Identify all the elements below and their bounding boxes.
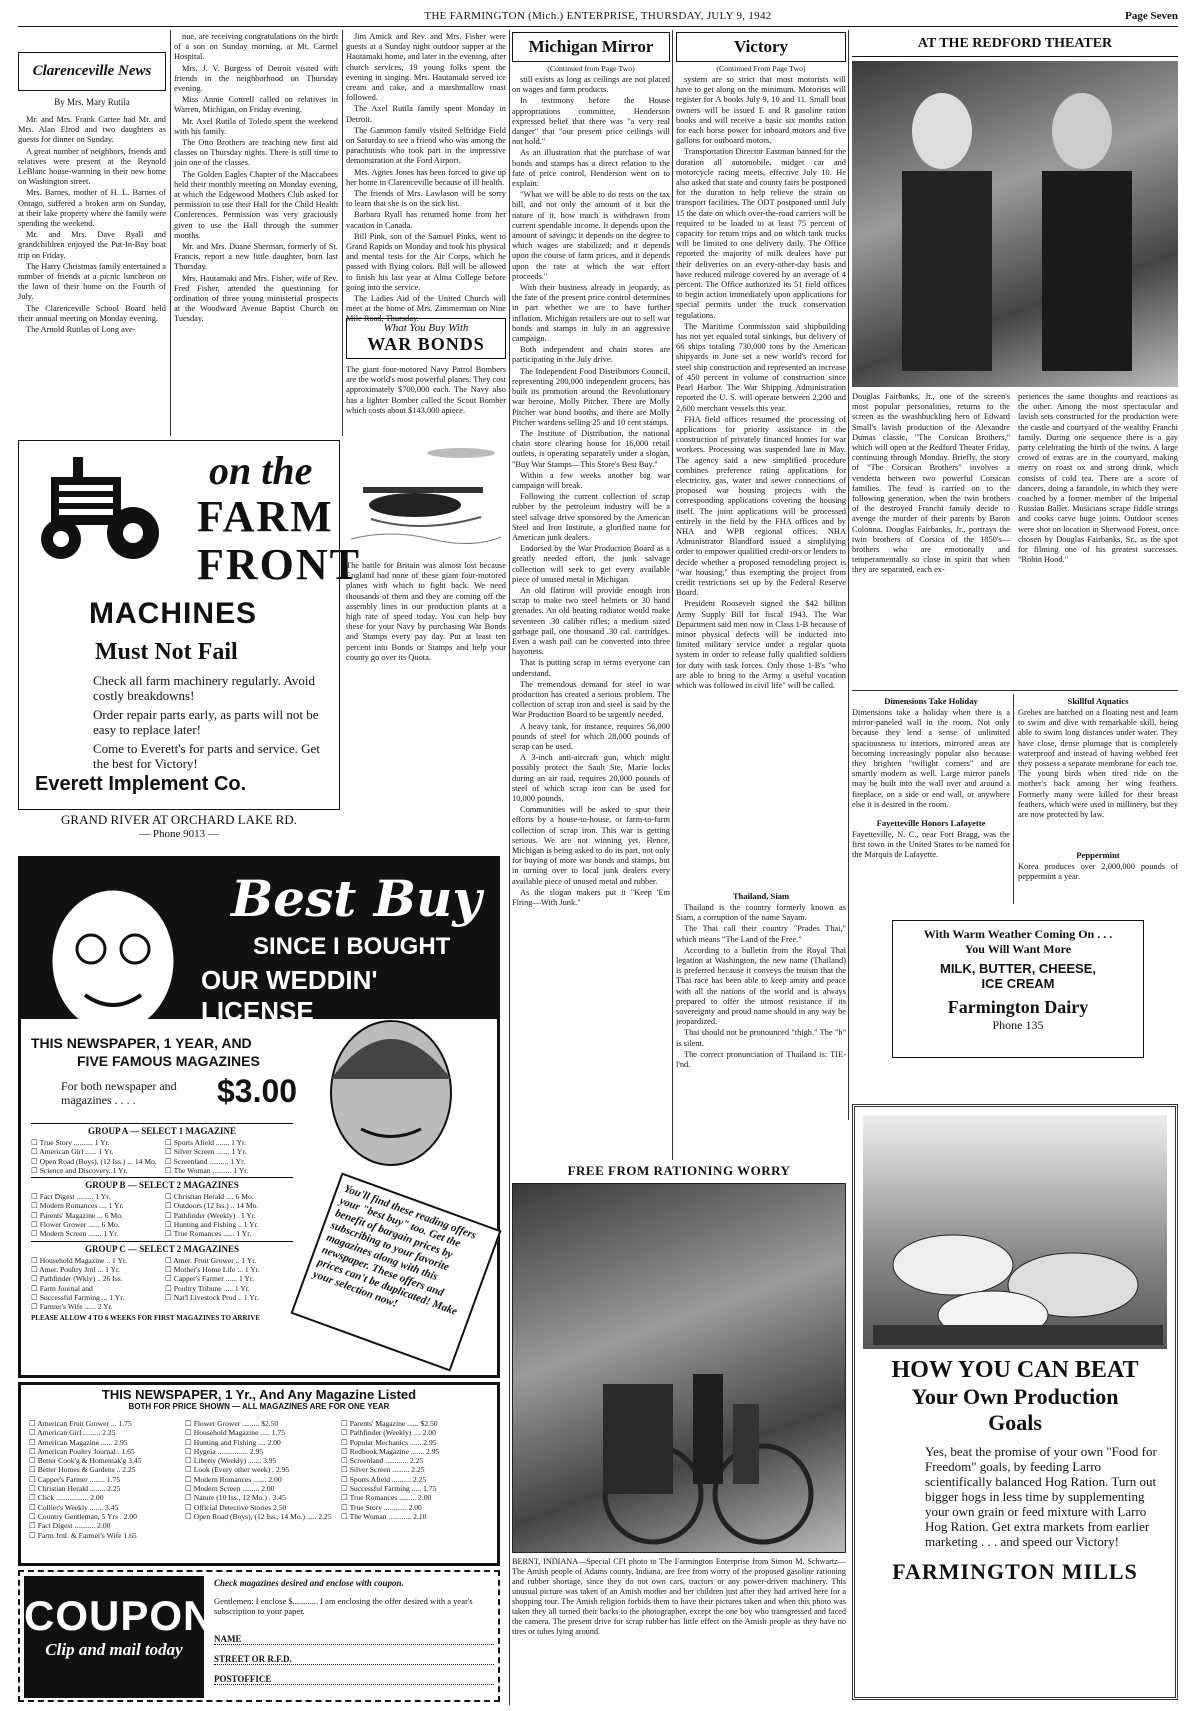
- news-paragraph: Jim Amick and Rev. and Mrs. Fisher were guests at a Sunday night outdoor supper at the Hautamaki home, and later in the evening, after church services, 19 young folks spent the evening in singing. Mrs. Hautamaki served ice cream and cake, and a marshmallow roast followed.: [346, 32, 506, 103]
- mirror-paragraph: As an illustration that the purchase of war bonds and stamps has a direct relation to the fate of price control, Henderson went on to explain:: [512, 148, 670, 189]
- magazine-checkbox[interactable]: ☐ Modern Romances .... 1 Yr.: [31, 1201, 124, 1211]
- victory-paragraph: Transportation Director Eastman banned for the duration all automobile, midget car and motorcycle racing meets, effective July 10. He also asked that state and county fairs be postponed for the duration to help relieve the strain on transport facilities. The ODT postponed until July 15 the date on which over-the-road carriers will be required to be loaded to at least 75 percent of capacity for return trips and on which tank trucks will be limited to one delivery daily. The Office reported the majority of milk dealers have put their deliveries on an every-other-day basis and have reduced mileage covered by an average of 4 percent. The Office authorized its 51 field offices to begin action immediately upon applications for special permits under the truck conservation regulations.: [676, 147, 846, 320]
- war-bonds-text2: The battle for Britain was almost lost because England had none of these giant four-motored planes with which to fight back. We need thousands of them and they are coming off the assembly lines in our production plants at a high rate of speed today. You can help buy these for your Navy by purchasing War Bonds and Stamps every pay day. Put at least ten percent into Bonds or Stamps and help your county go over its Quota.: [346, 561, 506, 662]
- mirror-paragraph: An old flatiron will provide enough iron scrap to make two steel helmets or 30 hand grenades. An old heating radiator would make seventeen .30 caliber rifles; a medium sized garbage pail, one thousand .30 cal. cartridges. Even a wash pail can be converted into three bayonets.: [512, 585, 670, 657]
- news-paragraph: Mr. and Mrs. Frank Cartee had Mr. and Mrs. Alan Elrod and two daughters as guests for dinner on Sunday.: [18, 115, 166, 145]
- magazine-checkbox[interactable]: ☐ Poultry Tribune ..... 1 Yr.: [165, 1283, 250, 1293]
- mirror-paragraph: A heavy tank, for instance, requires 56,000 pounds of steel for which 28,000 pounds of scrap can be used.: [512, 721, 670, 751]
- thailand-paragraph: Thailand is the country formerly known as Siam, a corruption of the name Sayam.: [676, 903, 846, 923]
- briefs-rule-v: [1013, 694, 1014, 904]
- listing-checkbox[interactable]: ☐ Popular Mechanics ...... 2.95: [341, 1437, 437, 1447]
- news-paragraph: Mrs. Barnes, mother of H. L. Barnes of Ontago, suffered a broken arm on Sunday, at their lake property where the family were spending the weekend.: [18, 188, 166, 229]
- farm-ad-must: Must Not Fail: [95, 639, 238, 665]
- mirror-paragraph: A 3-inch anti-aircraft gun, which might possibly protect the Sault Ste. Marie locks during an air raid, requires 20,000 pounds of steel of which scrap iron can be used for 10,000 pounds.: [512, 753, 670, 804]
- news-paragraph: The friends of Mrs. Lawlason will be sorry to learn that she is on the sick list.: [346, 189, 506, 209]
- magazine-checkbox[interactable]: ☐ Sports Afield ....... 1 Yr.: [165, 1138, 246, 1147]
- farm-ad-phone: — Phone 9013 —: [139, 828, 219, 840]
- listing-checkbox[interactable]: ☐ American Fruit Grower ... 1.75: [29, 1419, 132, 1428]
- dimensions-body: Dimensions take a holiday when there is a mirror-paneled wall in the room. Not only because they lend a sense of unlimited spaciousness to interiors, mirrored areas are becoming increasingly popular also because they brighten "twilight corners" and are smartly modern as well. Large mirror panels may be built into the wall over and around a fireplace, on a side or end wall, or anywhere else it is desired in the room.: [852, 708, 1010, 809]
- farmington-mills-ad: [852, 1104, 1178, 1700]
- mirror-paragraph: The Independent Food Distributors Council, representing 200,000 independent grocers, has built its promotion around the Revolutionary war heroine, Molly Pitcher. There are Molly Pitcher war bond booths, and there are Molly Pitcher wardens selling 25 and 10 cent stamps.: [512, 366, 670, 427]
- war-bonds-head1: What You Buy With: [383, 322, 469, 334]
- news-paragraph: The Axel Rutila family spent Monday in Detroit.: [346, 104, 506, 124]
- magazine-checkbox[interactable]: ☐ Household Magazine .. 1 Yr.: [31, 1255, 127, 1265]
- listing-checkbox[interactable]: ☐ The Woman ............ 2.10: [341, 1511, 427, 1521]
- aquatics-body: Grebes are hatched on a floating nest and learn to swim and dive with remarkable skill, being able to swim long distances under water. They have close, dense plumage that is completely waterproof and instead of having webbed feet they possess a separate membrane for each toe. The young birds when tired ride on the mother's back among her wing feathers. Formerly many were killed for their breast feathers, which were used in millinery, but they are now protected by law.: [1018, 708, 1178, 820]
- war-bonds-header: [346, 318, 506, 359]
- mirror-paragraph: With their business already in jeopardy, as the fate of the present price control determines in part whether we are to have further inflation, Michigan retailers are out to sell war bonds and stamps in July in an aggressive campaign.: [512, 283, 670, 344]
- listing-checkbox[interactable]: ☐ Open Road (Boys), (12 Iss., 14 Mo.) ..... 2.25: [185, 1511, 332, 1521]
- mirror-paragraph: That is putting scrap in terms everyone can understand.: [512, 658, 670, 678]
- hogs-feeding-illustration: [863, 1115, 1167, 1349]
- allow-weeks: PLEASE ALLOW 4 TO 6 WEEKS FOR FIRST MAGAZINES TO ARRIVE: [31, 1314, 260, 1323]
- redford-col2: periences the same thoughts and reactions as the other. Among the most spectacular and lavish sets constructed for the production were the castle and courtyard of the wealthy Franchi family. During one sequence there is a gay party celebrating the birth of the twins. A large crowd of extras are in the courtyard, making merry on roast ox and strong drink, which consists of cold tea. There are a score of dancers, doing a farandole, in which they were coached by a former member of the Imperial Russian Ballet. Musicians scrape fiddle strings and cooks carve huge joints. Outdoor scenes were shot on location in Sherwood Forest, once chosen by Douglas Fairbanks, Sr., as the spot for filming one of his greatest successes. "Robin Hood.": [1018, 392, 1178, 565]
- group-c-head: GROUP C — SELECT 2 MAGAZINES: [31, 1241, 293, 1254]
- michigan-mirror: [512, 32, 670, 1170]
- patrol-bomber-illustration: [351, 439, 501, 557]
- war-bonds: [346, 318, 506, 761]
- listing-checkbox[interactable]: ☐ Successful Farming ..... 1.75: [341, 1484, 437, 1494]
- column-rule: [509, 30, 510, 1705]
- mirror-paragraph: still exists as long as ceilings are not placed on wages and farm products.: [512, 75, 670, 95]
- aquatics-head: Skillful Aquatics: [1067, 696, 1129, 706]
- magazine-checkbox[interactable]: ☐ Mother's Home Life ... 1 Yr.: [165, 1264, 260, 1274]
- listing-checkbox[interactable]: ☐ Better Cook'g & Homemak'g 3.45: [29, 1456, 142, 1466]
- magazine-checkbox[interactable]: ☐ Parents' Magazine ... 6 Mo.: [31, 1210, 123, 1220]
- rationing-caption: BERNT, INDIANA—Special CFI photo to The Farmington Enterprise from Simon M. Schwartz—The Amish people of Adams county, Indiana, are free from worry of the proposed gasoline rationing and rubber shortage, since they do not own cars, tractors or any power-driven machinery. This unusual picture was taken of an Amish mother and her children just after they had arrived here for a shopping tour. The Amish religion forbids them to have their pictures taken and when this photo was taken they all turned their backs to the photographer, except the one boy who transgressed and faced the camera. The present drive for scrap rubber has little effect on the Amish people as they have no tires or tubes lying around.: [512, 1557, 846, 1636]
- thailand-paragraph: According to a bulletin from the Royal Thai legation at Washington, the new name (Thailand) is preferred because it conveys the truism that the Thai race has been able to keep amity and peace with all the nations of the world and is always prepared to offer the utmost resistance if its sovereignty and proud name should in any way be jeopardized.: [676, 945, 846, 1027]
- listing-col2: [185, 1419, 337, 1521]
- news-paragraph: The Arnold Rutilas of Long ave-: [26, 325, 136, 335]
- news-paragraph: The Otto Brothers are teaching new first aid classes on Thursday nights. There is still time to join one of the classes.: [174, 138, 338, 168]
- coupon-street-label: STREET OR R.F.D.: [214, 1654, 292, 1664]
- mirror-paragraph: As the slogan makers put it "Keep 'Em Firing—With Junk.": [512, 887, 670, 908]
- farm-ad-company: Everett Implement Co.: [35, 773, 247, 795]
- column-rule: [342, 30, 343, 436]
- amish-family-photo: [512, 1183, 846, 1553]
- clarenceville-news: [18, 32, 166, 393]
- war-bonds-text1: The giant four-motored Navy Patrol Bombers are the world's most powerful planes. They cost approximately $700,000 each. The Navy also has a lighter Bomber called the Scout Bomber which costs about $143,000 apiece.: [346, 365, 506, 415]
- listing-checkbox[interactable]: ☐ Redbook Magazine ....... 2.95: [341, 1446, 440, 1456]
- listing-checkbox[interactable]: ☐ Christian Herald ........ 2.25: [29, 1484, 121, 1494]
- news-paragraph: Barbara Ryall has returned home from her vacation in Canada.: [346, 210, 506, 230]
- briefs-rule: [852, 690, 1178, 691]
- victory-paragraph: FHA field offices resumed the processing of applications for priority assistance in the construction of privately financed homes for war workers. Processing was suspended late in May. The agency said a new simplified procedure combines preference rating applications for electricity, gas, water and sewer connections of proposed war housing projects with the corresponding applications covering the housing itself. The joint applications will be processed entirely in the field by the FHA offices and by NHA and WPB regional offices. NHA Administrator Blandford issued a simplifying order to empower qualified credit-ors or lenders to decide whether a proposed remodeling project is "war housing," thus exempting the project from credit restrictions set up by the Federal Reserve Board.: [676, 414, 846, 598]
- magazine-checkbox[interactable]: ☐ Christian Herald .... 6 Mo.: [165, 1192, 254, 1202]
- news-paragraph: Mr. Axel Rutila of Toledo spent the weekend with his family.: [174, 116, 338, 136]
- listing-checkbox[interactable]: ☐ Household Magazine ..... 1.75: [185, 1428, 286, 1438]
- mirror-paragraph: Both independent and chain stores are participating in the July drive.: [512, 345, 670, 365]
- news-paragraph: Mr. and Mrs. Dave Ryall and grandchildren enjoyed the Put-In-Bay boat trip on Friday.: [18, 230, 166, 260]
- coupon-gentlemen: Gentlemen: I enclose $............ I am enclosing the offer desired with a year's subscription to your paper.: [214, 1596, 473, 1616]
- peppermint-body: Korea produces over 2,000,000 pounds of peppermint a year.: [1018, 862, 1178, 882]
- magazine-checkbox[interactable]: ☐ Outdoors (12 Iss.) .. 14 Mo.: [165, 1201, 259, 1211]
- coupon-check: Check magazines desired and enclose with coupon.: [214, 1578, 404, 1588]
- victory-title: Victory: [676, 32, 846, 62]
- masthead-title: THE FARMINGTON (Mich.) ENTERPRISE, THURSDAY, JULY 9, 1942: [424, 10, 772, 22]
- briefs-left: [852, 694, 1010, 870]
- thailand-paragraph: The correct pronunciation of Thailand is: TIE-l'nd.: [676, 1049, 846, 1070]
- column-rule: [848, 30, 849, 1120]
- coupon-street-field[interactable]: [214, 1654, 494, 1665]
- farmington-dairy-ad: [892, 920, 1144, 1058]
- coupon-script: Clip and mail today: [45, 1640, 183, 1659]
- coupon-postoffice-label: POSTOFFICE: [214, 1674, 272, 1684]
- mirror-paragraph: "What we will be able to do rests on the tax bill, and not only the amount of it but the nature of it, how much is withdrawn from current spendable income. It depends upon the amount of savings; it depends on the degree to which wages are stabilized; and it depends upon the course of farm prices, and it depends upon the rate at which the war effort proceeds.": [512, 190, 670, 281]
- mills-head2: Your Own Production: [911, 1384, 1119, 1409]
- listing-checkbox[interactable]: ☐ Liberty (Weekly) ....... 3.95: [185, 1456, 277, 1466]
- clarenceville-col1: [18, 115, 166, 393]
- magazine-checkbox[interactable]: ☐ Silver Screen ....... 1 Yr.: [165, 1147, 247, 1157]
- coupon[interactable]: [18, 1570, 500, 1702]
- listing-col1: [29, 1419, 181, 1540]
- coupon-postoffice-field[interactable]: [214, 1674, 494, 1685]
- masthead: [18, 6, 1178, 27]
- group-b-head: GROUP B — SELECT 2 MAGAZINES: [31, 1177, 293, 1190]
- magazine-checkbox[interactable]: ☐ Nat'l Livestock Prod .. 1 Yr.: [165, 1292, 259, 1302]
- magazine-listing-ad: [18, 1382, 500, 1566]
- dairy-l3: MILK, BUTTER, CHEESE,: [939, 961, 1096, 976]
- mirror-paragraph: In testimony before the House appropriations committee, Henderson expressed belief that there was "a very real danger" that "our present price ceilings will not hold.": [512, 96, 670, 147]
- column-rule: [672, 30, 673, 1160]
- mirror-paragraph: The tremendous demand for steel in war production has created a serious problem. The collection of scrap iron and steel is said by the War Production Board to be urgently needed.: [512, 679, 670, 720]
- rationing-photo-story: [512, 1163, 846, 1669]
- listing-sub: BOTH FOR PRICE SHOWN — ALL MAGAZINES ARE FOR ONE YEAR: [128, 1402, 390, 1411]
- victory-paragraph: system are so strict that most motorists will have to get along on the minimum. Motorists will register for A books July 9, 10 and 11. Small boat owners will be issued E and R gasoline ration books and will receive a basic six months ration for each horse power for inboard motors and five gallons for outboard motors.: [676, 75, 846, 146]
- fayetteville-head: Fayetteville Honors Lafayette: [876, 818, 986, 828]
- magazine-checkbox[interactable]: ☐ Open Road (Boys), (12 Iss.) ... 14 Mo.: [31, 1156, 157, 1166]
- farm-ad-body1: Check all farm machinery regularly. Avoid costly breakdowns!: [93, 673, 316, 703]
- news-paragraph: nue, are receiving congratulations on the birth of a son on Sunday morning, at Mt. Carmel Hospital.: [174, 32, 338, 62]
- news-paragraph: A great number of neighbors, friends and relatives were present at the Reynold LeBlanc house-warming in their new home on Washington street.: [18, 146, 166, 187]
- redford-title: AT THE REDFORD THEATER: [852, 32, 1178, 57]
- farm-front-ad: [18, 440, 361, 810]
- farm-ad-body2: Order repair parts early, as parts will not be easy to replace later!: [93, 707, 319, 737]
- envelope-offer: You'll find these reading offers your "best buy" too. Get the benefit of bargain prices by subscribing to your favorite magazines along with this newspaper. These offers and prices can't be duplicated! Make your selection now!: [290, 1172, 501, 1371]
- farm-ad-line2: FARM: [197, 492, 334, 541]
- woman-illustration: [291, 1009, 491, 1179]
- magazine-checkbox[interactable]: ☐ True Romances ...... 1 Yr.: [165, 1229, 252, 1239]
- group-a-list: [31, 1138, 293, 1175]
- mills-name: FARMINGTON MILLS: [892, 1559, 1138, 1584]
- page-number: Page Seven: [1125, 10, 1178, 22]
- rationing-head: FREE FROM RATIONING WORRY: [567, 1163, 791, 1178]
- magazine-checkbox[interactable]: ☐ Farm Journal and: [31, 1283, 93, 1293]
- victory-paragraph: President Roosevelt signed the $42 billion Army Supply Bill for fiscal 1943. The War Department said men now in Class 1-B because of minor physical defects will be inducted into limited military service under a regular quota system in order to release fully qualified soldiers for duty with task forces. Only those 1-B's "who are able to bring to the Army a useful vocation which was followed in civil life" will be called.: [676, 599, 846, 690]
- mills-body: Yes, beat the promise of your own "Food for Freedom" goals, by feeding Larro scientifically balanced Hog Ration. Turn out bigger hogs in less time by supplementing your own grain or feed mixture with Larro Hog Ration. Get extra markets from earlier marketing . . . and speed our Victory!: [925, 1444, 1157, 1549]
- news-paragraph: Mrs. J. V. Burgess of Detroit visited with friends in the neighborhood on Thursday evening.: [174, 63, 338, 94]
- listing-checkbox[interactable]: ☐ Fact Digest ........... 2.00: [29, 1521, 111, 1531]
- coupon-badge: [24, 1576, 215, 1698]
- farm-ad-machines: MACHINES: [89, 597, 258, 630]
- magazine-checkbox[interactable]: ☐ Pathfinder (Weekly) . 1 Yr.: [165, 1210, 256, 1220]
- magazine-checkbox[interactable]: ☐ Amer. Poultry Jrnl ... 1 Yr.: [31, 1264, 121, 1274]
- magazine-checkbox[interactable]: ☐ Successful Farming ... 1 Yr.: [31, 1292, 125, 1302]
- mirror-paragraph: Following the current collection of scrap rubber by the petroleum industry will be a steel salvage drive sponsored by the American Steel and Iron Institute, a glorified name for American junk dealers.: [512, 492, 670, 542]
- mirror-paragraph: The Institute of Distribution, the national chain store clearing house for 16,000 retail outlets, is operating separately under a slogan, "Buy War Stamps—This Store's Best Buy.": [512, 428, 670, 469]
- magazine-checkbox[interactable]: ☐ Capper's Farmer ...... 1 Yr.: [165, 1274, 254, 1284]
- mills-head3: Goals: [988, 1410, 1042, 1435]
- listing-col3: [341, 1419, 493, 1521]
- thailand-head: Thailand, Siam: [732, 891, 790, 901]
- magazine-checkbox[interactable]: ☐ Fact Digest ......... 1 Yr.: [31, 1192, 111, 1202]
- news-paragraph: Mrs. Agnes Jones has been forced to give up her home in Clarenceville because of ill health.: [346, 167, 506, 187]
- listing-checkbox[interactable]: ☐ Pathfinder (Weekly) .... 2.00: [341, 1428, 436, 1438]
- best-buy-ad: [18, 856, 500, 1378]
- clarenceville-col3: [346, 32, 506, 324]
- listing-checkbox[interactable]: ☐ Farm Jrnl. & Farmer's Wife 1.65: [29, 1530, 137, 1540]
- dairy-l2: You Will Want More: [964, 942, 1072, 956]
- news-paragraph: Mrs. Hautamaki and Mrs. Fisher, wife of Rev. Fred Fisher, attended the questioning for ordination of three young ministerial prospects at the Woodward Avenue Baptist Church on Tuesday.: [174, 273, 338, 324]
- listing-checkbox[interactable]: ☐ True Romances ......... 2.00: [341, 1493, 432, 1503]
- clarenceville-title: Clarenceville News: [18, 52, 166, 91]
- redford-col1: Douglas Fairbanks, Jr., one of the screen's most popular personalities, returns to the screen as the swashbuckling hero of Edward Small's lavish production of the Alexandre Dumas classic, "The Corsican Brothers," which will open at the Redford Theater Friday, continuing through Monday. Briefly, the story of "The Corsican Brothers" involves a vendetta between two powerful Corsican families. The feud is carried on to the following generation, when the twin brothers of the destroyed Franchi family decide to avenge the murder of their parents by Baron Colonna. Douglas Fairbanks, Jr., portrays the twin brothers of Corsica of the 1850's—brothers who are emotionally and temperamentally so close in spirit that when they are separated, each ex-: [852, 392, 1010, 575]
- magazine-checkbox[interactable]: ☐ Pathfinder (Wkly) .. 26 Iss.: [31, 1274, 123, 1284]
- column-rule: [170, 30, 171, 436]
- best-buy-offer2: FIVE FAMOUS MAGAZINES: [77, 1053, 260, 1069]
- coupon-name-field[interactable]: [214, 1634, 494, 1645]
- news-paragraph: The Gammon family visited Selfridge Field on Saturday to see a friend who was among the parachutists who took part in the impressive demonstration at the Ford Airport.: [346, 125, 506, 166]
- michigan-mirror-body: [512, 75, 670, 1170]
- listing-checkbox[interactable]: ☐ Nature (10 Iss., 12 Mo.) . 3.45: [185, 1493, 286, 1503]
- clarenceville-byline: By Mrs. Mary Rutila: [54, 97, 130, 107]
- listing-checkbox[interactable]: ☐ Country Gentleman, 5 Yrs . 2.00: [29, 1511, 137, 1521]
- magazine-checkbox[interactable]: ☐ Screenland .......... 1 Yr.: [165, 1156, 246, 1166]
- group-a-head: GROUP A — SELECT 1 MAGAZINE: [31, 1123, 293, 1136]
- news-paragraph: The Clarenceville School Board held their annual meeting on Monday evening.: [18, 303, 166, 323]
- listing-checkbox[interactable]: ☐ Collier's Weekly ....... 3.45: [29, 1502, 119, 1512]
- best-buy-script: Best Buy: [231, 869, 482, 928]
- coupon-name-label: NAME: [214, 1634, 242, 1644]
- mirror-paragraph: Communities will be asked to spur their efforts by a house-to-house, or farm-to-farm collection of scrap iron. This war is getting serious. We are not winning yet. Hence, Michigan is being asked to do its part, not only for buying of more war bonds and stamps, but in turning over to local junk dealers every available piece of unused metal and rubber.: [512, 805, 670, 886]
- best-buy-both: For both newspaper and magazines . . . .: [61, 1079, 177, 1107]
- coupon-big: COUPON: [24, 1592, 215, 1639]
- listing-checkbox[interactable]: ☐ Click ................. 2.00: [29, 1493, 104, 1503]
- fayetteville-body: Fayetteville, N. C., near Fort Bragg, was the first town in the United States to be named for the Marquis de Lafayette.: [852, 830, 1010, 860]
- mirror-paragraph: Within a few weeks another big war campaign will break.: [512, 470, 670, 490]
- thailand-paragraph: The Thai call their country "Prades Thai," which means "The Land of the Free.": [676, 924, 846, 944]
- briefs-right: [1018, 694, 1178, 884]
- farm-ad-body3: Come to Everett's for parts and service. Get the best for Victory!: [93, 741, 320, 771]
- listing-checkbox[interactable]: ☐ Sports Afield .......... 2.25: [341, 1474, 427, 1484]
- thailand-paragraph: Thai should not be pronounced "thigh." The "h" is silent.: [676, 1028, 846, 1048]
- listing-checkbox[interactable]: ☐ Better Homes & Gardens .. 2.25: [29, 1465, 136, 1475]
- magazine-checkbox[interactable]: ☐ American Girl ...... 1 Yr.: [31, 1147, 114, 1157]
- magazine-checkbox[interactable]: ☐ Modern Screen ....... 1 Yr.: [31, 1229, 119, 1239]
- best-buy-price: $3.00: [217, 1073, 298, 1109]
- listing-title: THIS NEWSPAPER, 1 Yr., And Any Magazine Listed: [101, 1387, 417, 1402]
- victory-cont: (Continued From Page Two): [716, 64, 806, 73]
- dairy-phone: Phone 135: [992, 1018, 1044, 1032]
- listing-checkbox[interactable]: ☐ Hunting and Fishing .... 2.00: [185, 1437, 281, 1447]
- listing-checkbox[interactable]: ☐ Modern Screen ......... 2.00: [185, 1484, 275, 1494]
- michigan-mirror-title: Michigan Mirror: [512, 32, 670, 62]
- mills-head1: HOW YOU CAN BEAT: [891, 1357, 1139, 1383]
- farm-ad-address: GRAND RIVER AT ORCHARD LAKE RD.: [61, 812, 297, 827]
- listing-checkbox[interactable]: ☐ Flower Grower ......... $2.50: [185, 1419, 279, 1428]
- listing-checkbox[interactable]: ☐ Silver Screen ......... 2.25: [341, 1465, 425, 1475]
- listing-checkbox[interactable]: ☐ Capper's Farmer ........ 1.75: [29, 1474, 121, 1484]
- best-buy-offer1: THIS NEWSPAPER, 1 YEAR, AND: [31, 1035, 252, 1051]
- group-c-list: [31, 1256, 293, 1312]
- magazine-groups: [31, 1121, 293, 1322]
- peppermint-head: Peppermint: [1076, 850, 1120, 860]
- farm-ad-line3: FRONT: [197, 540, 361, 589]
- listing-checkbox[interactable]: ☐ Look (Every other week) . 2.95: [185, 1465, 290, 1475]
- listing-checkbox[interactable]: ☐ American Girl ......... 2.25: [29, 1428, 116, 1438]
- dimensions-head: Dimensions Take Holiday: [884, 696, 978, 706]
- magazine-checkbox[interactable]: ☐ Amer. Fruit Grower .. 1 Yr.: [165, 1255, 257, 1265]
- dairy-l1: With Warm Weather Coming On . . .: [923, 927, 1113, 941]
- redford-theater: [852, 32, 1178, 575]
- victory-paragraph: The Maritime Commission said shipbuilding has not yet equaled total sinkings, but delivery of 66 ships totaling 730,000 tons by the American shipyards in June set a new world's record for steel ship construction and represented an increase of 450 percent in volume of construction since Pearl Harbor. The War Shipping Administration reported the U. S. will operate between 2,200 and 2,600 merchant vessels this year.: [676, 321, 846, 413]
- farm-ad-line1: on the: [209, 448, 313, 493]
- best-buy-license: OUR WEDDIN' LICENSE: [201, 965, 378, 1026]
- magazine-checkbox[interactable]: ☐ Science and Discovery..1 Yr.: [31, 1165, 128, 1175]
- mirror-paragraph: Endorsed by the War Production Board as a greatly needed effort, the junk salvage collection will seek to get every available piece of unused metal in Michigan.: [512, 544, 670, 584]
- listing-checkbox[interactable]: ☐ American Magazine ...... 2.95: [29, 1437, 128, 1447]
- news-paragraph: The Golden Eagles Chapter of the Maccabees held their monthly meeting on Monday evening, at which the Edgewood Mothers Club asked for permission to use their Hall for the Child Health Conferences. Permission was very graciously given to use the Hall through the summer months.: [174, 169, 338, 240]
- dairy-name: Farmington Dairy: [947, 997, 1089, 1017]
- dairy-l4: ICE CREAM: [981, 976, 1055, 991]
- listing-checkbox[interactable]: ☐ Screenland ............ 2.25: [341, 1456, 424, 1466]
- magazine-checkbox[interactable]: ☐ Flower Grower ...... 6 Mo.: [31, 1220, 120, 1230]
- group-b-list: [31, 1192, 293, 1238]
- clarenceville-col2: [174, 32, 338, 432]
- magazine-checkbox[interactable]: ☐ The Woman .......... 1 Yr.: [165, 1165, 249, 1175]
- news-paragraph: The Harry Christmas family entertained a number of friends at a picnic luncheon on the lawn of their home on the Fourth of July.: [18, 261, 166, 302]
- corsican-brothers-photo: [852, 61, 1178, 387]
- tractor-icon: [33, 453, 163, 561]
- listing-checkbox[interactable]: ☐ Official Detective Stories 2.50: [185, 1502, 287, 1512]
- best-buy-since: SINCE I BOUGHT: [253, 933, 451, 960]
- news-paragraph: Bill Pink, son of the Samuel Pinks, went to Grand Rapids on Monday and took his physical and mental tests for the Air Corps, which he passed with flying colors. Bill will be allowed to finish his last year at Alma College before going into the service.: [346, 231, 506, 292]
- victory-body: [676, 75, 846, 889]
- listing-checkbox[interactable]: ☐ Modern Romances ....... 2.00: [185, 1474, 282, 1484]
- listing-checkbox[interactable]: ☐ Hygeia ................ 2.95: [185, 1446, 264, 1456]
- listing-checkbox[interactable]: ☐ American Poultry Journal . 1.65: [29, 1446, 135, 1456]
- magazine-checkbox[interactable]: ☐ True Story .......... 1 Yr.: [31, 1138, 110, 1147]
- news-paragraph: Miss Annie Cottrell called on relatives in Warren, Michigan, on Friday evening.: [174, 95, 338, 115]
- magazine-checkbox[interactable]: ☐ Hunting and Fishing .. 1 Yr.: [165, 1220, 259, 1230]
- war-bonds-head2: WAR BONDS: [367, 334, 485, 354]
- listing-checkbox[interactable]: ☐ Parents' Magazine ...... $2.50: [341, 1419, 438, 1428]
- magazine-checkbox[interactable]: ☐ Farmer's Wife ...... 2 Yr.: [31, 1302, 113, 1312]
- listing-checkbox[interactable]: ☐ True Story ............ 2.00: [341, 1502, 422, 1512]
- michigan-mirror-cont: (Continued from Page Two): [547, 64, 635, 73]
- thailand-body: [676, 903, 846, 1115]
- victory: [676, 32, 846, 1115]
- news-paragraph: Mr. and Mrs. Duane Sherman, formerly of St. Francis, report a new little daughter, born last Thursday.: [174, 242, 338, 272]
- news-paragraph: The Ladies Aid of the United Church will meet at the home of Mrs. Zimmerman on Nine Mile Road, Thursday.: [346, 294, 506, 324]
